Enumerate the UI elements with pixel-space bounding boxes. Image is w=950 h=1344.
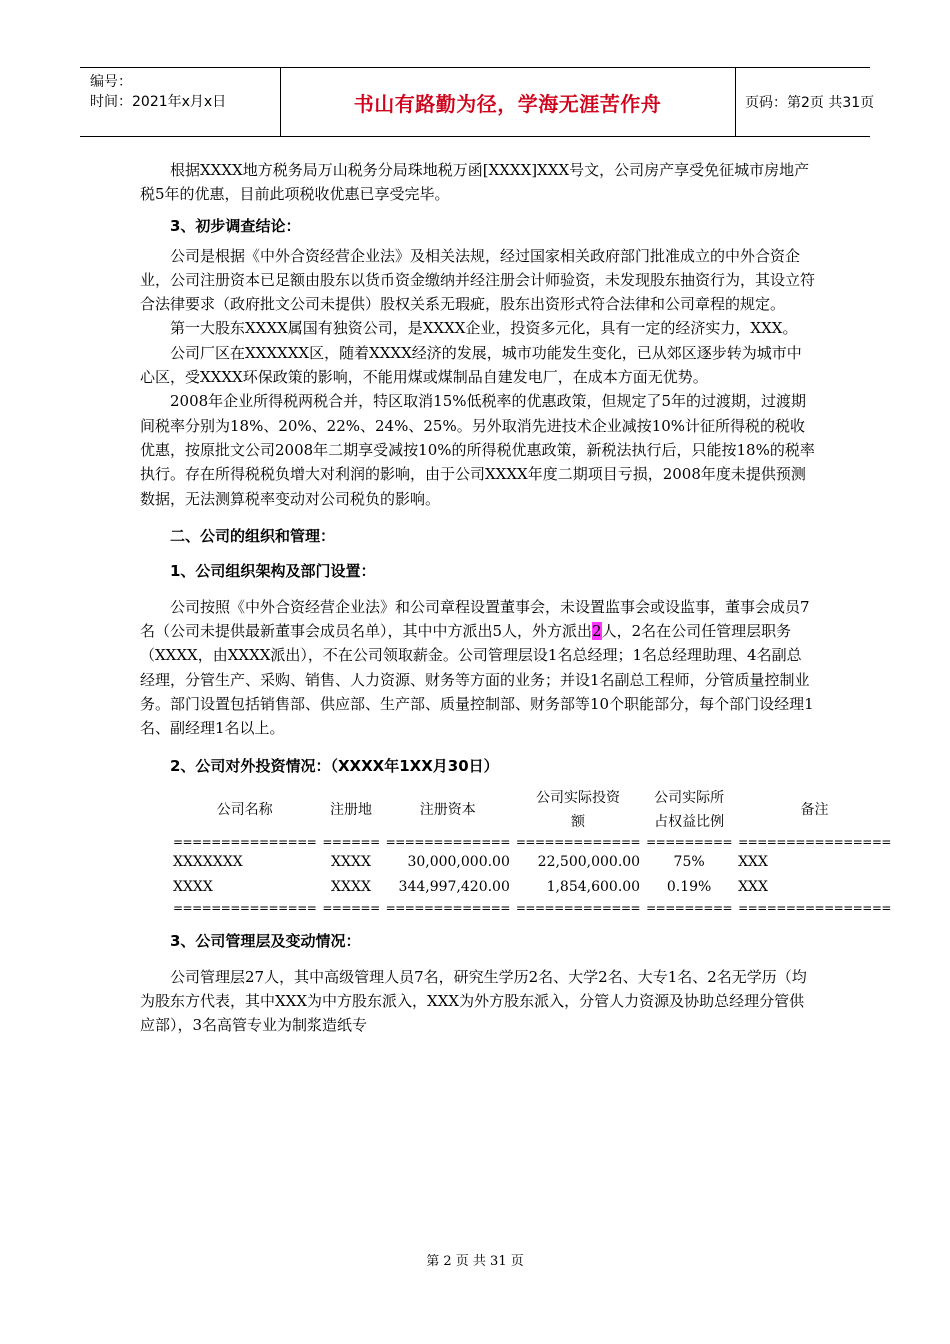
- heading-management-changes: 3、公司管理层及变动情况：: [170, 931, 361, 950]
- col-header-ratio-line2: 占权益比例: [654, 813, 725, 830]
- document-code-label: 编号：: [90, 74, 132, 90]
- paragraph-board-text-b: 人，2名在公司任管理层职务（XXXX，由XXXX派出），不在公司领取薪金。公司管理层设1名总经理；1名总经理助理、4名副总经理，分管生产、采购、销售、人力资源、财务等方面的业务；并设1名副总工程师，分管质量控制业务。部门设置包括销售部、供应部、生产部、质量控制部、财务部等10个职能部分，每个部门设经理1名、副经理1名以上。: [140, 622, 814, 738]
- table-separator: [170, 900, 894, 916]
- table-row: [170, 875, 894, 900]
- header-motto: 书山有路勤为径，学海无涯苦作舟: [353, 91, 662, 116]
- cell-capital: 344,997,420.00: [398, 878, 510, 895]
- document-date-label: 时间：2021年x月x日: [90, 94, 227, 110]
- highlighted-number: 2: [592, 622, 602, 641]
- cell-investment: 22,500,000.00: [537, 853, 641, 870]
- col-header-company: 公司名称: [216, 801, 273, 818]
- heading-org-structure: 1、公司组织架构及部门设置：: [170, 561, 376, 580]
- document-body: [140, 158, 891, 1038]
- col-header-place: 注册地: [329, 801, 372, 818]
- heading-organization-management: 二、公司的组织和管理：: [170, 526, 336, 545]
- table-row: [170, 850, 894, 875]
- cell-ratio: 0.19%: [666, 878, 712, 895]
- paragraph-management-team: 公司管理层27人，其中高级管理人员7名，研究生学历2名、大学2名、大专1名、2名无学历（均为股东方代表，其中XXX为中方股东派入，XXX为外方股东派入，分管人力资源及协助总经理分管供应部），3名高管专业为制浆造纸专: [140, 967, 807, 1035]
- separator-cell: =========: [646, 900, 733, 915]
- col-header-ratio-line1: 公司实际所: [654, 789, 725, 806]
- heading-preliminary-conclusion: 3、初步调查结论：: [170, 216, 301, 235]
- paragraph-factory-location: 公司厂区在XXXXXX区，随着XXXX经济的发展，城市功能发生变化，已从郊区逐步转为城市中心区，受XXXX环保政策的影响，不能用煤或煤制品自建发电厂，在成本方面无优势。: [140, 343, 802, 387]
- table-separator: [170, 834, 894, 850]
- header-page-number: 页码：第2页 共31页: [745, 95, 875, 111]
- paragraph-major-shareholder: 第一大股东XXXX属国有独资公司，是XXXX企业，投资多元化，具有一定的经济实力，XXX。: [170, 319, 798, 338]
- cell-note: XXX: [738, 878, 768, 895]
- cell-capital: 30,000,000.00: [407, 853, 510, 870]
- paragraph-tax-exemption: 根据XXXX地方税务局万山税务分局珠地税万函[XXXX]XXX号文，公司房产享受免征城市房地产税5年的优惠，目前此项税收优惠已享受完毕。: [140, 161, 810, 204]
- separator-cell: ======: [322, 900, 380, 915]
- col-header-note: 备注: [800, 801, 829, 818]
- cell-ratio: 75%: [673, 853, 705, 870]
- separator-cell: ======: [322, 834, 380, 849]
- cell-company: XXXX: [173, 878, 213, 895]
- separator-cell: =============: [515, 834, 641, 849]
- paragraph-board-and-departments: [140, 595, 815, 741]
- table-header-row: [170, 786, 894, 834]
- page-footer: 第 2 页 共 31 页: [426, 1254, 524, 1269]
- separator-cell: ================: [738, 834, 891, 849]
- cell-place: XXXX: [331, 878, 371, 895]
- cell-investment: 1,854,600.00: [546, 878, 641, 895]
- separator-cell: =============: [385, 900, 510, 915]
- heading-external-investment: 2、公司对外投资情况：（XXXX年1XX月30日）: [170, 756, 499, 775]
- col-header-capital: 注册资本: [419, 801, 476, 818]
- separator-cell: =============: [515, 900, 641, 915]
- paragraph-legal-establishment: 公司是根据《中外合资经营企业法》及相关法规，经过国家相关政府部门批准成立的中外合资企业，公司注册资本已足额由股东以货币资金缴纳并经注册会计师验资，未发现股东抽资行为，其设立符合法律要求（政府批文公司未提供）股权关系无瑕疵，股东出资形式符合法律和公司章程的规定。: [140, 246, 816, 314]
- paragraph-board-text-a: 公司按照《中外合资经营企业法》和公司章程设置董事会，未设置监事会或设监事，董事会成员7名（公司未提供最新董事会成员名单），其中中方派出5人，外方派出: [140, 597, 810, 641]
- separator-cell: =============: [385, 834, 510, 849]
- col-header-ratio: [643, 786, 735, 834]
- page-header: [80, 67, 875, 137]
- col-header-investment: [513, 786, 643, 834]
- separator-cell: =========: [646, 834, 733, 849]
- cell-place: XXXX: [331, 853, 371, 870]
- col-header-investment-line1: 公司实际投资: [535, 789, 620, 806]
- cell-company: XXXXXXX: [173, 853, 243, 870]
- separator-cell: ================: [738, 900, 891, 915]
- col-header-investment-line2: 额: [570, 813, 585, 830]
- header-motto-cell: [280, 68, 736, 136]
- paragraph-income-tax: 2008年企业所得税两税合并，特区取消15%低税率的优惠政策，但规定了5年的过渡期，过渡期间税率分别为18%、20%、22%、24%、25%。另外取消先进技术企业减按10%计征所得税的税收优惠，按原批文公司2008年二期享受减按10%的所得税优惠政策，新税法执行后，只能按18%的税率执行。存在所得税税负增大对利润的影响，由于公司XXXX年度二期项目亏损，2008年度未提供预测数据，无法测算税率变动对公司税负的影响。: [140, 392, 815, 508]
- separator-cell: ===============: [173, 834, 317, 849]
- header-meta: [80, 68, 281, 136]
- investment-table: [170, 786, 894, 916]
- cell-note: XXX: [738, 853, 768, 870]
- separator-cell: ===============: [173, 900, 317, 915]
